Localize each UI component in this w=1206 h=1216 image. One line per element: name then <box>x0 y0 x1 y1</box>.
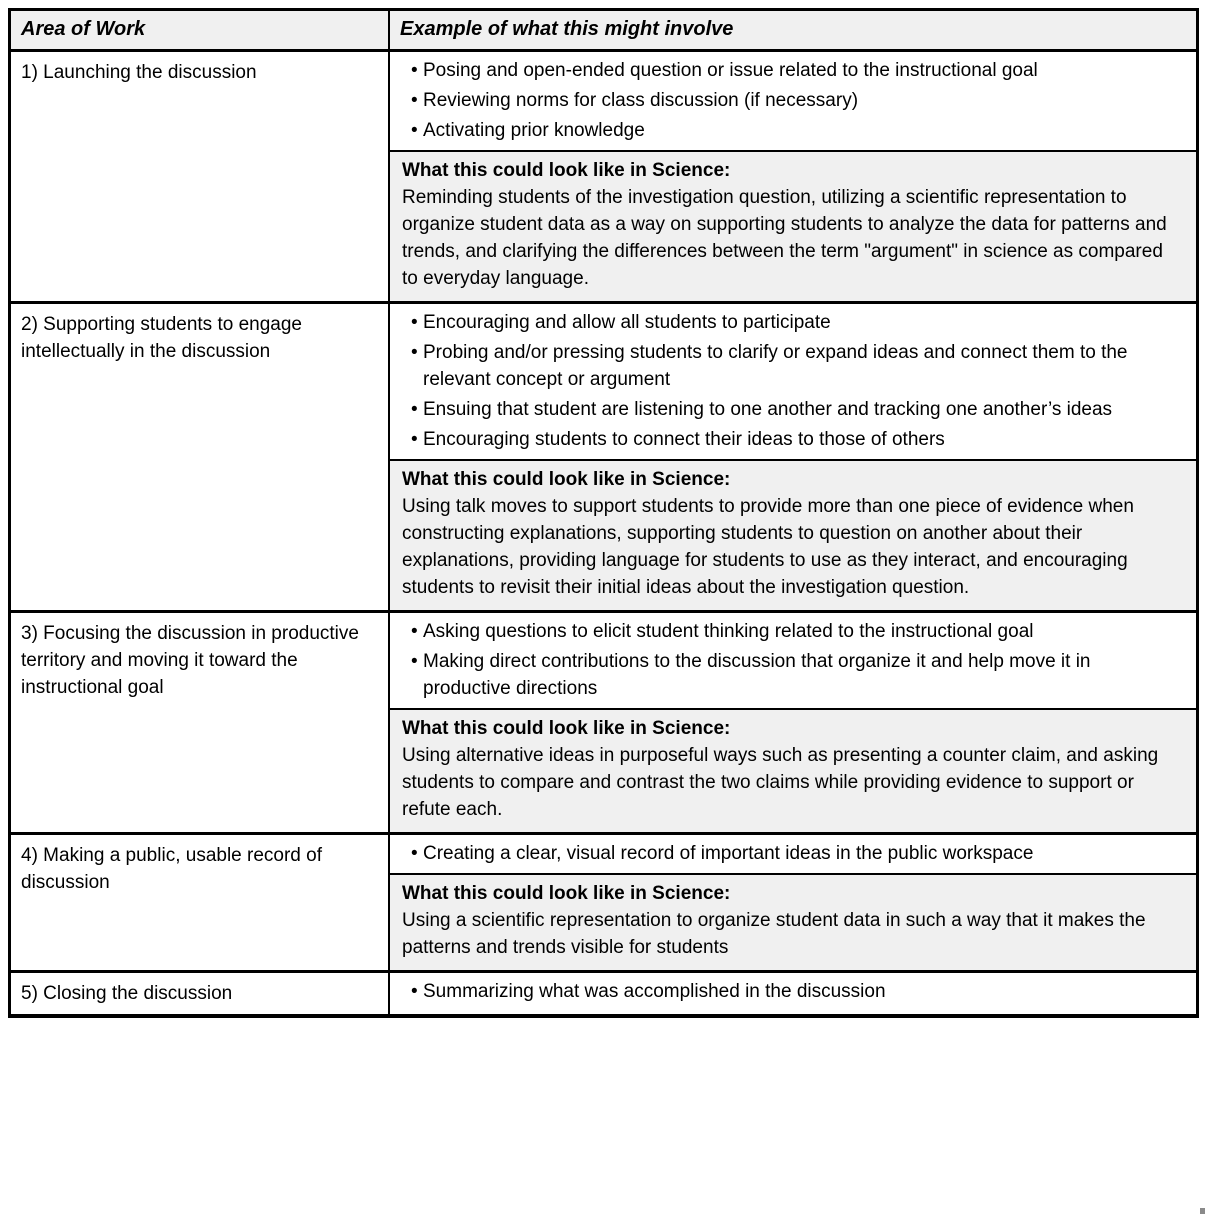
bullet-marker-icon: • <box>411 843 418 864</box>
bullet-item-text: Probing and/or pressing students to clarify or expand ideas and connect them to the relevant concept or argument <box>423 342 1128 390</box>
bullet-list <box>390 835 1196 873</box>
bullet-list <box>390 973 1196 1014</box>
example-cell <box>390 613 1196 832</box>
bullet-marker-icon: • <box>411 429 418 450</box>
corner-artifact <box>1200 1208 1205 1214</box>
bullet-marker-icon: • <box>411 60 418 81</box>
bullet-item-text: Activating prior knowledge <box>423 120 645 141</box>
bullet-item <box>390 57 1182 84</box>
science-note-heading: What this could look like in Science: <box>402 718 731 739</box>
example-cell <box>390 304 1196 610</box>
bullet-item-text: Asking questions to elicit student thinking related to the instructional goal <box>423 621 1034 642</box>
bullet-marker-icon: • <box>411 621 418 642</box>
area-of-work-cell: 2) Supporting students to engage intellectually in the discussion <box>11 304 390 610</box>
bullet-item-text: Posing and open-ended question or issue related to the instructional goal <box>423 60 1038 81</box>
bullet-list <box>390 52 1196 150</box>
bullet-item-text: Encouraging students to connect their ideas to those of others <box>423 429 945 450</box>
bullet-item <box>390 396 1182 423</box>
science-note-heading: What this could look like in Science: <box>402 160 731 181</box>
column-header-area-of-work: Area of Work <box>11 11 390 49</box>
science-note <box>390 873 1196 970</box>
bullet-marker-icon: • <box>411 120 418 141</box>
bullet-item-text: Creating a clear, visual record of important ideas in the public workspace <box>423 843 1034 864</box>
science-note-heading: What this could look like in Science: <box>402 469 731 490</box>
bullet-list <box>390 304 1196 459</box>
table-row <box>11 301 1196 610</box>
bullet-item <box>390 309 1182 336</box>
table-row <box>11 49 1196 301</box>
science-note-text: Using talk moves to support students to provide more than one piece of evidence when constructing explanations, supporting students to question on another about their explanations, providing language for students to use as they interact, and encouraging students to revisit their initial ideas about the investigation question. <box>402 496 1134 598</box>
table-row <box>11 832 1196 970</box>
science-note-text: Using a scientific representation to organize student data in such a way that it makes the patterns and trends visible for students <box>402 910 1146 958</box>
area-of-work-cell: 5) Closing the discussion <box>11 973 390 1014</box>
bullet-item <box>390 978 1182 1005</box>
bullet-marker-icon: • <box>411 651 418 672</box>
bullet-item <box>390 117 1182 144</box>
bullet-item <box>390 426 1182 453</box>
bullet-marker-icon: • <box>411 981 418 1002</box>
bullet-item <box>390 618 1182 645</box>
bullet-item <box>390 87 1182 114</box>
bullet-item <box>390 339 1182 393</box>
bullet-item-text: Encouraging and allow all students to participate <box>423 312 831 333</box>
example-cell <box>390 835 1196 970</box>
bullet-marker-icon: • <box>411 399 418 420</box>
area-of-work-cell: 3) Focusing the discussion in productive territory and moving it toward the instructional goal <box>11 613 390 832</box>
bullet-item <box>390 840 1182 867</box>
area-of-work-cell: 1) Launching the discussion <box>11 52 390 301</box>
bullet-marker-icon: • <box>411 312 418 333</box>
table-body <box>11 49 1196 1014</box>
area-of-work-cell: 4) Making a public, usable record of discussion <box>11 835 390 970</box>
science-note-text: Using alternative ideas in purposeful ways such as presenting a counter claim, and asking students to compare and contrast the two claims while providing evidence to support or refute each. <box>402 745 1159 820</box>
science-note-text: Reminding students of the investigation question, utilizing a scientific representation to organize student data as a way on supporting students to analyze the data for patterns and trends, and clarifying the differences between the term "argument" in science as compared to everyday language. <box>402 187 1167 289</box>
table-row <box>11 970 1196 1014</box>
discussion-areas-table <box>8 8 1199 1018</box>
bullet-item-text: Ensuing that student are listening to one another and tracking one another’s ideas <box>423 399 1113 420</box>
table-row <box>11 610 1196 832</box>
column-header-example: Example of what this might involve <box>400 18 734 40</box>
science-note <box>390 708 1196 832</box>
table-header-row <box>11 11 1196 49</box>
bullet-item-text: Reviewing norms for class discussion (if necessary) <box>423 90 859 111</box>
bullet-marker-icon: • <box>411 342 418 363</box>
example-cell <box>390 52 1196 301</box>
science-note <box>390 459 1196 610</box>
science-note <box>390 150 1196 301</box>
science-note-heading: What this could look like in Science: <box>402 883 731 904</box>
bullet-marker-icon: • <box>411 90 418 111</box>
bullet-item-text: Summarizing what was accomplished in the discussion <box>423 981 886 1002</box>
bullet-item <box>390 648 1182 702</box>
example-cell <box>390 973 1196 1014</box>
bullet-list <box>390 613 1196 708</box>
bullet-item-text: Making direct contributions to the discussion that organize it and help move it in productive directions <box>423 651 1091 699</box>
